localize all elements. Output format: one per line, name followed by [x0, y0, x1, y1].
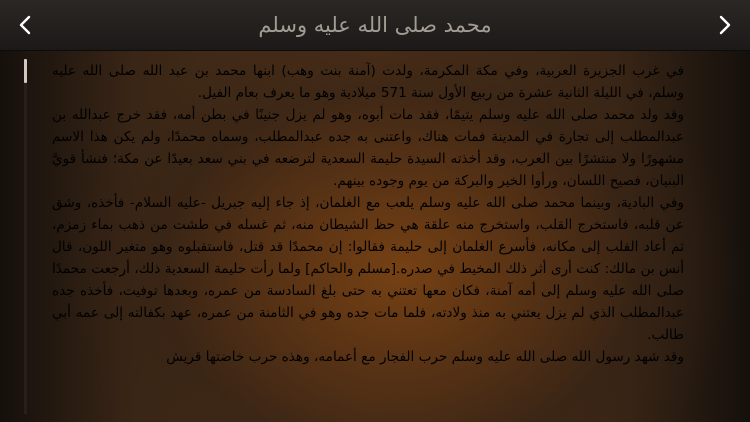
article-paragraph: وقد شهد رسول الله صلى الله عليه وسلم حرب الفجار مع أعمامه، وهذه حرب خاضتها قريش [166, 349, 684, 365]
page-title: محمد صلى الله عليه وسلم [258, 13, 492, 37]
article-view[interactable] [0, 51, 750, 422]
scrollbar-thumb[interactable] [24, 59, 27, 83]
scrollbar[interactable] [24, 59, 27, 414]
forward-button[interactable] [700, 0, 750, 50]
article-body [52, 60, 684, 368]
back-button[interactable] [0, 0, 50, 50]
article-paragraph: وفي البادية، وبينما محمد صلى الله عليه وسلم يلعب مع الغلمان، إذ جاء إليه جبريل -عليه السلام- فأخذه، وشق عن قلبه، فاستخرج القلب، واستخرج منه علقة هي حظ الشيطان منه، ثم غسله في طشت من ذهب بماء زمزم، ثم أعاد القلب إلى مكانه، فأسرع الغلمان إلى حليمة فقالوا: إن محمدًا قد قتل، فاستقبلوه وهو متغير اللون، قال أنس بن مالك: كنت أرى أثر ذلك المخيط في صدره.[مسلم والحاكم] ولما رأت حليمة السعدية ذلك، أرجعت محمدًا صلى الله عليه وسلم إلى أمه آمنة، فكان معها تعتني به حتى بلغ السادسة من عمره، وبعدها توفيت، فأخذه جده عبدالمطلب الذي لم يزل يعتني به منذ ولادته، فلما مات جده وهو في الثامنة من عمره، عهد بكفالته إلى عمه أبي طالب. [52, 195, 684, 343]
chevron-right-icon [718, 15, 732, 35]
article-paragraph: وقد ولد محمد صلى الله عليه وسلم يتيمًا، فقد مات أبوه، وهو لم يزل جنينًا في بطن أمه، فقد خرج عبدالله بن عبدالمطلب إلى تجارة في المدينة فمات هناك، واعتنى به جده عبدالمطلب، وسماه محمدًا، ولم يكن هذا الاسم مشهورًا ولا منتشرًا بين العرب، وقد أخذته السيدة حليمة السعدية لترضعه في بني سعد بعيدًا عن مكة؛ فنشأ قويَّ البنيان، فصيح اللسان، ورأوا الخير والبركة من يوم وجوده بينهم. [52, 107, 684, 189]
top-bar [0, 0, 750, 51]
chevron-left-icon [18, 15, 32, 35]
article-paragraph: في غرب الجزيرة العربية، وفي مكة المكرمة، ولدت (آمنة بنت وهب) ابنها محمد بن عبد الله صلى الله عليه وسلم، في الليلة الثانية عشرة من ربيع الأول سنة 571 ميلادية وهو ما يعرف بعام الفيل. [52, 63, 684, 101]
